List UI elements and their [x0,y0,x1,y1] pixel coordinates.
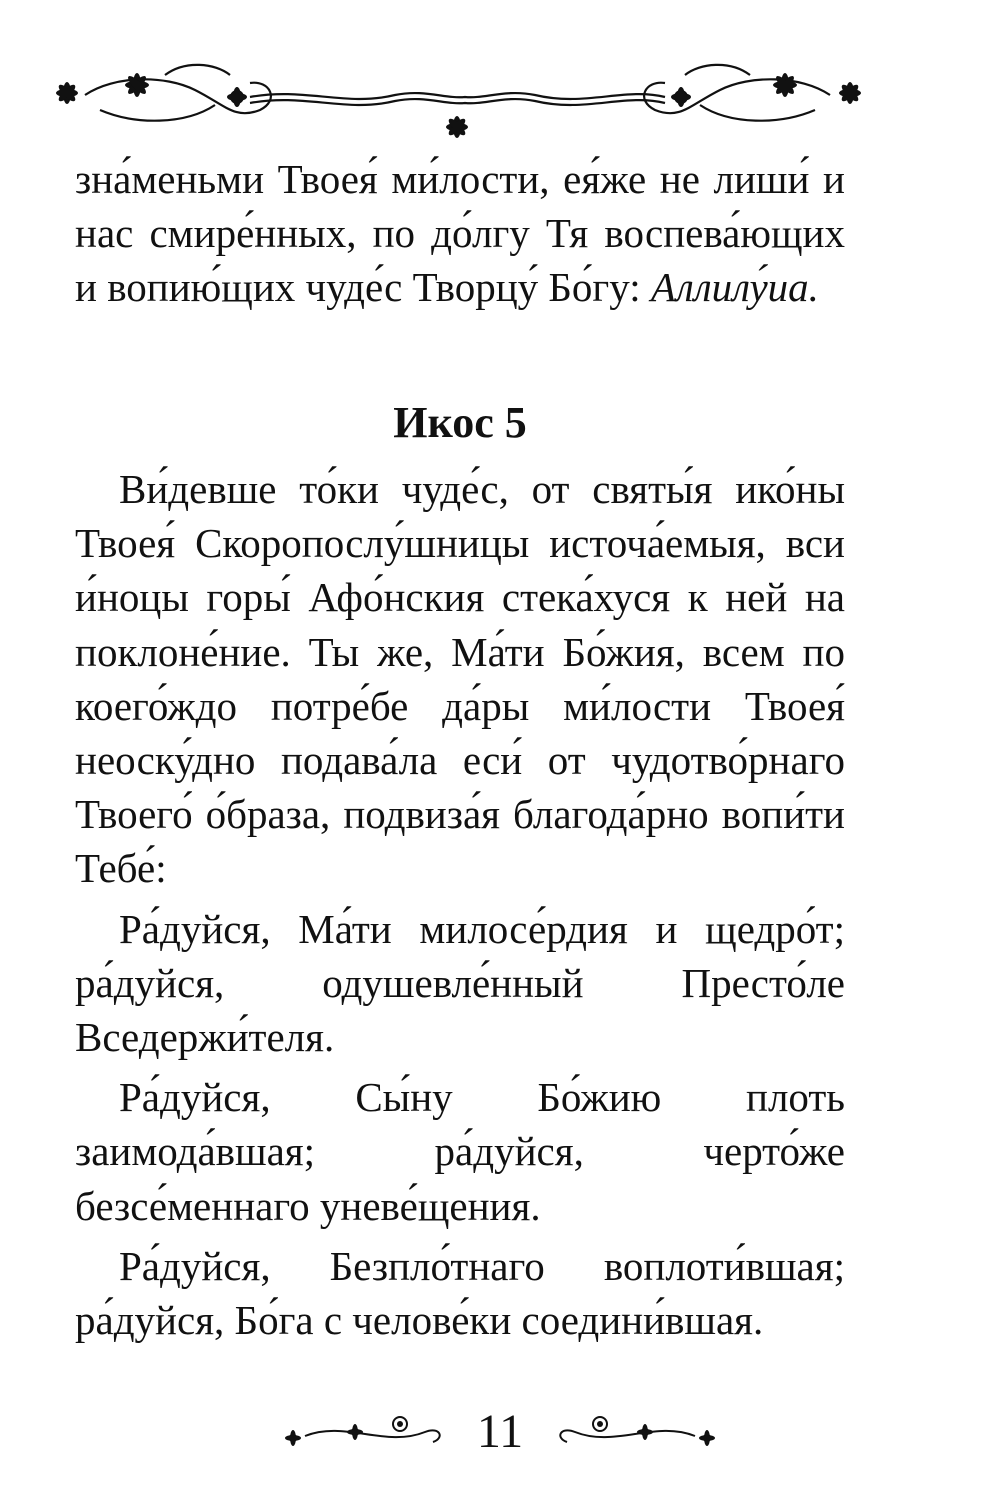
section-heading: Икос 5 [393,398,527,447]
page-number: 11 [476,1405,524,1458]
rejoice-paragraph-2: Ра́дуйся, Сы́ну Бо́жию плоть заимода́вшая; ра́дуйся, черто́же безсе́меннаго уневе́щения. [75,1074,845,1229]
rejoice-paragraph-3: Ра́дуйся, Безпло́тнаго воплоти́вшая; ра́дуйся, Бо́га с челове́ки соедини́вшая. [75,1242,845,1344]
rejoice-paragraph-1: Ра́дуйся, Ма́ти милосе́рдия и щедро́т; ра́дуйся, одушевле́нный Престо́ле Вседержи́теля. [75,905,845,1061]
ikos-body [75,462,845,1347]
continuation-paragraph [75,152,845,315]
top-ornament [45,55,870,150]
ikos-paragraph: Ви́девше то́ки чуде́с, от святы́я ико́ны Твоея́ Скоропослу́шницы источа́емыя, вси и́ноцы горы́ Афо́нския стека́хуся к ней на поклоне́ние. Ты же, Ма́ти Бо́жия, всем по коего́ждо потре́бе да́ры ми́лости Твоея́ неоску́дно подава́ла еси́ от чудотво́рнаго Твоего́ о́браза, подвиза́я благода́рно вопи́ти Тебе́: [75,466,845,892]
alleluia-refrain: Аллилу́иа. [650,264,819,311]
continuation-text: зна́меньми Твоея́ ми́лости, ея́же не лиши́ и нас смире́нных, по до́лгу Тя воспева́ющих и вопию́щих чуде́с Творцу́ Бо́гу: [75,156,845,311]
